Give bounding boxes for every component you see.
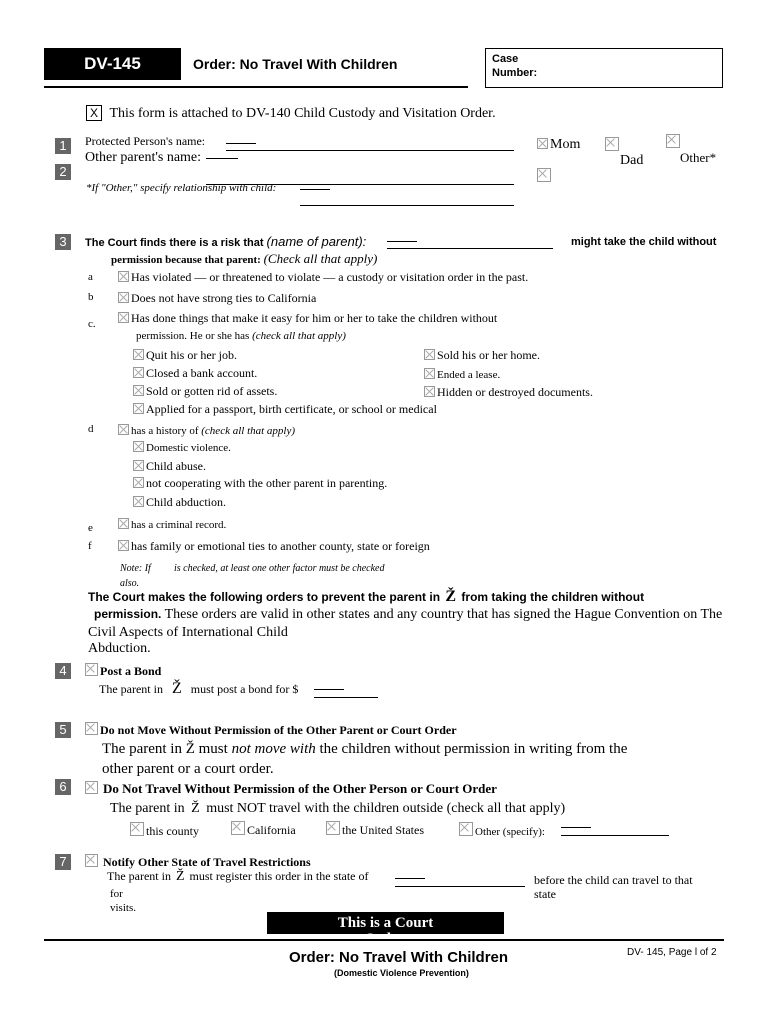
register-state-line <box>395 886 525 887</box>
protected-person-input[interactable] <box>226 143 256 144</box>
other-specify-line <box>561 835 669 836</box>
section-7-text: The parent in Ž must register this order in the state of <box>107 869 369 884</box>
d-item-0[interactable]: Domestic violence. <box>133 441 231 454</box>
option-this-county[interactable]: this county <box>130 822 199 839</box>
attached-checkbox[interactable]: X <box>86 105 102 121</box>
parent-name-line <box>387 248 553 249</box>
footer-subtitle: (Domestic Violence Prevention) <box>334 968 469 978</box>
section-5-text: The parent in Ž must not move with the children without permission in writing from the <box>102 741 628 757</box>
section-7-text-d: state <box>534 887 556 901</box>
item-f[interactable]: has family or emotional ties to another county, state or foreign <box>118 539 430 554</box>
section-4-title[interactable]: Post a Bond <box>85 663 161 679</box>
other-parent-label: Other parent's name: <box>85 150 202 165</box>
note-a: Note: If <box>120 563 151 574</box>
header-rule <box>44 86 468 88</box>
bond-amount-line <box>314 697 378 698</box>
mom-label: Mom <box>550 137 581 152</box>
other-note: *If "Other," specify relationship with child: <box>86 182 277 194</box>
d-item-3[interactable]: Child abduction. <box>133 495 226 510</box>
section-7-number: 7 <box>55 854 71 870</box>
section-6-text: The parent in Ž must NOT travel with the children outside (check all that apply) <box>110 801 566 816</box>
section-4-number: 4 <box>55 663 71 679</box>
row2-mom-checkbox[interactable] <box>537 168 553 185</box>
c-left-1[interactable]: Closed a bank account. <box>133 366 257 381</box>
c-left-3[interactable]: Applied for a passport, birth certificate, or school or medical <box>133 402 437 417</box>
section-5-title[interactable]: Do not Move Without Permission of the Other Parent or Court Order <box>85 722 457 738</box>
attached-row <box>86 105 496 122</box>
footer-page: DV- 145, Page l of 2 <box>627 947 717 958</box>
c-left-2[interactable]: Sold or gotten rid of assets. <box>133 384 277 399</box>
case-label-2: Number: <box>492 67 538 79</box>
protected-person-label: Protected Person's name: <box>85 134 206 148</box>
mom-checkbox[interactable] <box>537 138 548 149</box>
section-1-number: 1 <box>55 138 71 154</box>
section-5-text2: other parent or a court order. <box>102 761 274 777</box>
item-e[interactable]: has a criminal record. <box>118 518 226 531</box>
item-a-letter: a <box>88 271 93 283</box>
footer-title: Order: No Travel With Children <box>289 949 509 966</box>
section-7-title[interactable]: Notify Other State of Travel Restrictions <box>85 854 311 870</box>
orders-intro-line2: permission. These orders are valid in other states and any country that has signed the Hague Convention on The <box>94 607 723 622</box>
mom-option[interactable] <box>537 137 580 153</box>
section-7-text-e: for <box>110 888 123 900</box>
option-other[interactable]: Other (specify): <box>459 822 545 838</box>
c-right-2[interactable]: Hidden or destroyed documents. <box>424 385 593 400</box>
note-b: is checked, at least one other factor must be checked <box>174 563 385 574</box>
item-b-letter: b <box>88 291 94 303</box>
item-e-letter: e <box>88 522 93 534</box>
other-label: Other* <box>680 150 717 165</box>
other-parent-input[interactable] <box>206 158 238 159</box>
item-f-letter: f <box>88 540 92 552</box>
form-title: Order: No Travel With Children <box>193 56 398 72</box>
bond-amount-input[interactable] <box>314 689 344 690</box>
item-d-letter: d <box>88 423 94 435</box>
other-specify-input[interactable] <box>561 827 591 828</box>
d-item-1[interactable]: Child abuse. <box>133 459 206 474</box>
option-united-states[interactable]: the United States <box>326 821 424 838</box>
section-3-number: 3 <box>55 234 71 250</box>
section-5-number: 5 <box>55 722 71 738</box>
section-7-text-f: visits. <box>110 902 136 914</box>
section-3-intro-b: might take the child without <box>571 236 717 248</box>
footer-rule <box>44 939 724 941</box>
section-6-number: 6 <box>55 779 71 795</box>
item-c[interactable]: Has done things that make it easy for him or her to take the children without <box>118 311 497 326</box>
court-order-banner <box>267 912 504 947</box>
note-c: also. <box>120 578 140 589</box>
other-relationship-line <box>300 205 514 206</box>
dad-checkbox[interactable] <box>605 137 621 154</box>
section-7-text-c: before the child can travel to that <box>534 873 693 887</box>
case-label-1: Case <box>492 53 519 65</box>
option-california[interactable]: California <box>231 821 296 838</box>
other-checkbox[interactable] <box>666 134 682 151</box>
court-order-text-2: Order. <box>364 931 407 947</box>
other-relationship-input[interactable] <box>300 189 330 190</box>
section-4-text: The parent in Ž must post a bond for $ <box>99 680 299 697</box>
section-2-number: 2 <box>55 164 71 180</box>
item-c-text2: permission. He or she has (check all that apply) <box>136 330 346 342</box>
c-right-0[interactable]: Sold his or her home. <box>424 348 540 363</box>
orders-intro-line3: Civil Aspects of International Child <box>88 625 288 640</box>
section-6-title[interactable]: Do Not Travel Without Permission of the Other Person or Court Order <box>85 781 497 797</box>
item-c-letter: c. <box>88 318 96 330</box>
protected-person-line <box>226 150 514 151</box>
attached-text: This form is attached to DV-140 Child Custody and Visitation Order. <box>109 106 496 121</box>
orders-intro-line4: Abduction. <box>88 641 151 656</box>
c-right-1[interactable]: Ended a lease. <box>424 368 500 381</box>
item-d[interactable]: has a history of (check all that apply) <box>118 424 295 437</box>
parent-name-input[interactable] <box>387 241 417 242</box>
form-id-block: DV-145 <box>44 48 181 80</box>
orders-intro-line1: The Court makes the following orders to prevent the parent in Ž from taking the children without <box>88 588 645 605</box>
court-order-text: This is a Court <box>337 915 434 931</box>
item-a[interactable]: Has violated — or threatened to violate — a custody or visitation order in the past. <box>118 270 528 285</box>
item-b[interactable]: Does not have strong ties to California <box>118 291 316 306</box>
c-left-0[interactable]: Quit his or her job. <box>133 348 237 363</box>
section-3-intro-c: permission because that parent: (Check all that apply) <box>111 251 378 266</box>
section-3-intro: The Court finds there is a risk that (name of parent): <box>85 234 367 249</box>
register-state-input[interactable] <box>395 878 425 879</box>
d-item-2[interactable]: not cooperating with the other parent in parenting. <box>133 476 387 491</box>
dad-label: Dad <box>620 153 644 168</box>
